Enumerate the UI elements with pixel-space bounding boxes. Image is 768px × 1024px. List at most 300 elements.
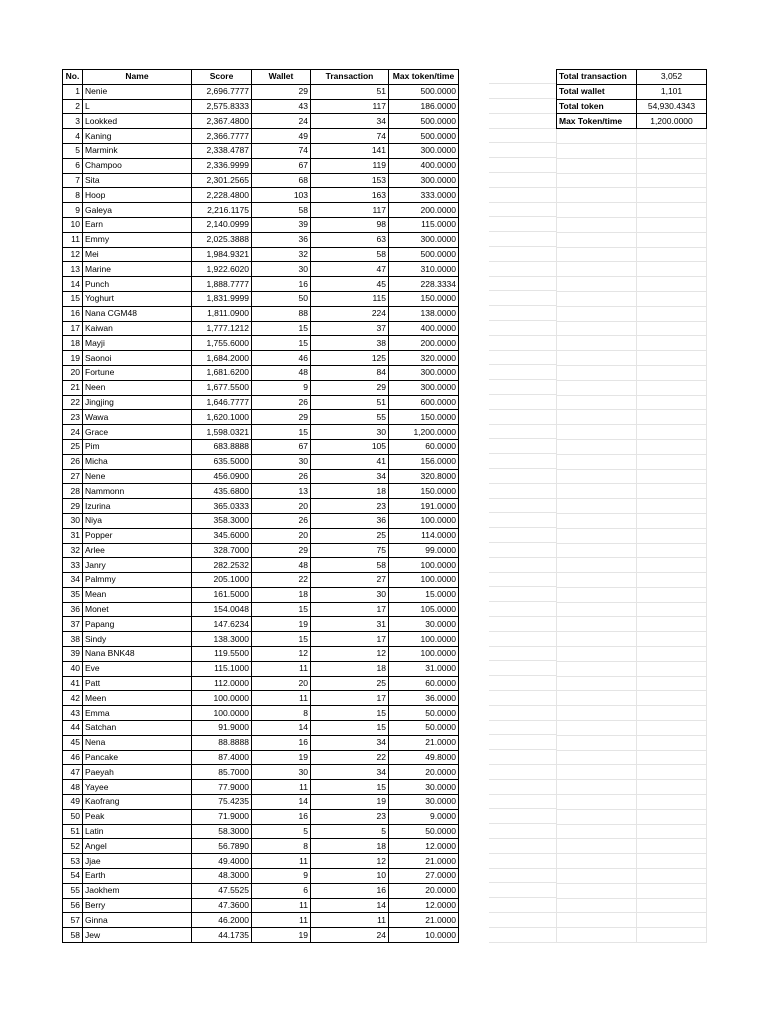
empty-cell[interactable] <box>489 335 556 350</box>
empty-cell[interactable] <box>557 203 637 218</box>
cell-no[interactable]: 4 <box>63 129 83 144</box>
cell-name[interactable]: Eve <box>83 661 192 676</box>
cell-max-token[interactable]: 60.0000 <box>389 439 459 454</box>
cell-no[interactable]: 26 <box>63 454 83 469</box>
cell-max-token[interactable]: 400.0000 <box>389 158 459 173</box>
empty-cell[interactable] <box>557 217 637 232</box>
cell-name[interactable]: Niya <box>83 513 192 528</box>
cell-score[interactable]: 138.3000 <box>192 632 252 647</box>
empty-cell[interactable] <box>489 868 556 883</box>
cell-wallet[interactable]: 46 <box>252 351 311 366</box>
empty-cell[interactable] <box>489 602 556 617</box>
cell-name[interactable]: Peak <box>83 809 192 824</box>
cell-wallet[interactable]: 103 <box>252 188 311 203</box>
cell-no[interactable]: 58 <box>63 928 83 943</box>
empty-cell[interactable] <box>489 454 556 469</box>
empty-cell[interactable] <box>557 247 637 262</box>
cell-transaction[interactable]: 22 <box>311 750 389 765</box>
cell-transaction[interactable]: 23 <box>311 499 389 514</box>
cell-wallet[interactable]: 32 <box>252 247 311 262</box>
empty-cell[interactable] <box>557 410 637 425</box>
empty-cell[interactable] <box>489 276 556 291</box>
cell-transaction[interactable]: 38 <box>311 336 389 351</box>
cell-wallet[interactable]: 30 <box>252 765 311 780</box>
empty-cell[interactable] <box>489 321 556 336</box>
cell-transaction[interactable]: 224 <box>311 306 389 321</box>
cell-score[interactable]: 88.8888 <box>192 735 252 750</box>
cell-wallet[interactable]: 6 <box>252 883 311 898</box>
empty-cell[interactable] <box>637 839 707 854</box>
cell-name[interactable]: Monet <box>83 602 192 617</box>
empty-cell[interactable] <box>637 528 707 543</box>
cell-transaction[interactable]: 55 <box>311 410 389 425</box>
empty-cell[interactable] <box>557 602 637 617</box>
cell-max-token[interactable]: 138.0000 <box>389 306 459 321</box>
cell-transaction[interactable]: 18 <box>311 839 389 854</box>
empty-cell[interactable] <box>637 158 707 173</box>
cell-max-token[interactable]: 21.0000 <box>389 735 459 750</box>
cell-max-token[interactable]: 60.0000 <box>389 676 459 691</box>
empty-cell[interactable] <box>637 587 707 602</box>
cell-name[interactable]: Earth <box>83 869 192 884</box>
cell-transaction[interactable]: 29 <box>311 380 389 395</box>
cell-score[interactable]: 1,755.6000 <box>192 336 252 351</box>
cell-transaction[interactable]: 51 <box>311 84 389 99</box>
cell-transaction[interactable]: 41 <box>311 454 389 469</box>
empty-cell[interactable] <box>637 558 707 573</box>
empty-cell[interactable] <box>489 690 556 705</box>
cell-transaction[interactable]: 125 <box>311 351 389 366</box>
cell-transaction[interactable]: 117 <box>311 99 389 114</box>
empty-cell[interactable] <box>637 809 707 824</box>
cell-name[interactable]: Punch <box>83 277 192 292</box>
empty-cell[interactable] <box>637 365 707 380</box>
empty-cell[interactable] <box>489 750 556 765</box>
cell-wallet[interactable]: 26 <box>252 469 311 484</box>
empty-cell[interactable] <box>489 158 556 173</box>
empty-cell[interactable] <box>489 735 556 750</box>
cell-no[interactable]: 32 <box>63 543 83 558</box>
cell-wallet[interactable]: 11 <box>252 898 311 913</box>
cell-name[interactable]: Papang <box>83 617 192 632</box>
cell-max-token[interactable]: 20.0000 <box>389 883 459 898</box>
cell-max-token[interactable]: 200.0000 <box>389 203 459 218</box>
cell-score[interactable]: 328.7000 <box>192 543 252 558</box>
cell-name[interactable]: Latin <box>83 824 192 839</box>
cell-transaction[interactable]: 15 <box>311 706 389 721</box>
cell-max-token[interactable]: 30.0000 <box>389 795 459 810</box>
cell-score[interactable]: 56.7890 <box>192 839 252 854</box>
cell-score[interactable]: 100.0000 <box>192 706 252 721</box>
cell-transaction[interactable]: 74 <box>311 129 389 144</box>
empty-cell[interactable] <box>637 321 707 336</box>
cell-wallet[interactable]: 8 <box>252 706 311 721</box>
cell-max-token[interactable]: 105.0000 <box>389 602 459 617</box>
empty-cell[interactable] <box>637 898 707 913</box>
cell-max-token[interactable]: 150.0000 <box>389 410 459 425</box>
empty-cell[interactable] <box>637 217 707 232</box>
cell-max-token[interactable]: 50.0000 <box>389 706 459 721</box>
cell-wallet[interactable]: 15 <box>252 336 311 351</box>
cell-transaction[interactable]: 58 <box>311 247 389 262</box>
cell-max-token[interactable]: 12.0000 <box>389 839 459 854</box>
cell-name[interactable]: Marmink <box>83 143 192 158</box>
empty-cell[interactable] <box>637 351 707 366</box>
cell-name[interactable]: Kaofrang <box>83 795 192 810</box>
empty-cell[interactable] <box>489 794 556 809</box>
empty-cell[interactable] <box>637 499 707 514</box>
empty-cell[interactable] <box>489 380 556 395</box>
cell-no[interactable]: 11 <box>63 232 83 247</box>
cell-wallet[interactable]: 67 <box>252 158 311 173</box>
cell-no[interactable]: 55 <box>63 883 83 898</box>
cell-wallet[interactable]: 48 <box>252 365 311 380</box>
cell-name[interactable]: Micha <box>83 454 192 469</box>
cell-wallet[interactable]: 48 <box>252 558 311 573</box>
empty-cell[interactable] <box>489 720 556 735</box>
cell-wallet[interactable]: 26 <box>252 395 311 410</box>
cell-wallet[interactable]: 22 <box>252 573 311 588</box>
empty-cell[interactable] <box>489 350 556 365</box>
cell-transaction[interactable]: 17 <box>311 602 389 617</box>
cell-score[interactable]: 1,888.7777 <box>192 277 252 292</box>
empty-cell[interactable] <box>557 824 637 839</box>
cell-wallet[interactable]: 67 <box>252 439 311 454</box>
empty-cell[interactable] <box>489 424 556 439</box>
cell-score[interactable]: 2,338.4787 <box>192 143 252 158</box>
cell-score[interactable]: 100.0000 <box>192 691 252 706</box>
cell-max-token[interactable]: 228.3334 <box>389 277 459 292</box>
cell-no[interactable]: 42 <box>63 691 83 706</box>
cell-transaction[interactable]: 25 <box>311 528 389 543</box>
cell-no[interactable]: 3 <box>63 114 83 129</box>
empty-cell[interactable] <box>557 691 637 706</box>
empty-cell[interactable] <box>489 365 556 380</box>
empty-cell[interactable] <box>557 425 637 440</box>
cell-score[interactable]: 85.7000 <box>192 765 252 780</box>
empty-cell[interactable] <box>557 395 637 410</box>
cell-max-token[interactable]: 300.0000 <box>389 380 459 395</box>
cell-score[interactable]: 46.2000 <box>192 913 252 928</box>
empty-cell[interactable] <box>637 454 707 469</box>
empty-cell[interactable] <box>557 765 637 780</box>
empty-cell[interactable] <box>637 188 707 203</box>
empty-cell[interactable] <box>637 706 707 721</box>
empty-cell[interactable] <box>557 173 637 188</box>
empty-cell[interactable] <box>637 795 707 810</box>
cell-score[interactable]: 44.1735 <box>192 928 252 943</box>
header-score[interactable]: Score <box>192 70 252 85</box>
empty-cell[interactable] <box>557 883 637 898</box>
empty-cell[interactable] <box>489 261 556 276</box>
cell-no[interactable]: 37 <box>63 617 83 632</box>
cell-score[interactable]: 58.3000 <box>192 824 252 839</box>
cell-no[interactable]: 48 <box>63 780 83 795</box>
cell-max-token[interactable]: 500.0000 <box>389 247 459 262</box>
empty-cell[interactable] <box>557 750 637 765</box>
cell-wallet[interactable]: 15 <box>252 632 311 647</box>
empty-cell[interactable] <box>637 143 707 158</box>
empty-cell[interactable] <box>637 691 707 706</box>
cell-score[interactable]: 358.3000 <box>192 513 252 528</box>
cell-score[interactable]: 1,620.1000 <box>192 410 252 425</box>
cell-name[interactable]: Earn <box>83 217 192 232</box>
cell-score[interactable]: 2,336.9999 <box>192 158 252 173</box>
cell-max-token[interactable]: 31.0000 <box>389 661 459 676</box>
empty-cell[interactable] <box>489 439 556 454</box>
cell-transaction[interactable]: 84 <box>311 365 389 380</box>
empty-cell[interactable] <box>557 469 637 484</box>
cell-transaction[interactable]: 34 <box>311 114 389 129</box>
cell-wallet[interactable]: 88 <box>252 306 311 321</box>
cell-wallet[interactable]: 14 <box>252 721 311 736</box>
cell-max-token[interactable]: 150.0000 <box>389 291 459 306</box>
cell-max-token[interactable]: 1,200.0000 <box>389 425 459 440</box>
empty-cell[interactable] <box>489 513 556 528</box>
empty-cell[interactable] <box>557 898 637 913</box>
empty-cell[interactable] <box>637 262 707 277</box>
summary-label[interactable]: Max Token/time <box>557 114 637 129</box>
cell-wallet[interactable]: 16 <box>252 809 311 824</box>
cell-transaction[interactable]: 51 <box>311 395 389 410</box>
cell-transaction[interactable]: 37 <box>311 321 389 336</box>
cell-max-token[interactable]: 100.0000 <box>389 513 459 528</box>
cell-score[interactable]: 87.4000 <box>192 750 252 765</box>
empty-cell[interactable] <box>489 572 556 587</box>
empty-cell[interactable] <box>557 158 637 173</box>
cell-name[interactable]: Angel <box>83 839 192 854</box>
empty-cell[interactable] <box>637 469 707 484</box>
cell-wallet[interactable]: 16 <box>252 735 311 750</box>
cell-transaction[interactable]: 163 <box>311 188 389 203</box>
empty-cell[interactable] <box>489 543 556 558</box>
empty-cell[interactable] <box>637 750 707 765</box>
summary-label[interactable]: Total token <box>557 99 637 114</box>
cell-name[interactable]: Champoo <box>83 158 192 173</box>
empty-cell[interactable] <box>637 765 707 780</box>
empty-cell[interactable] <box>557 291 637 306</box>
empty-cell[interactable] <box>489 646 556 661</box>
cell-score[interactable]: 119.5500 <box>192 647 252 662</box>
header-max-token[interactable]: Max token/time <box>389 70 459 85</box>
empty-cell[interactable] <box>557 484 637 499</box>
cell-transaction[interactable]: 63 <box>311 232 389 247</box>
cell-wallet[interactable]: 16 <box>252 277 311 292</box>
cell-score[interactable]: 115.1000 <box>192 661 252 676</box>
cell-name[interactable]: Emmy <box>83 232 192 247</box>
cell-max-token[interactable]: 21.0000 <box>389 913 459 928</box>
empty-cell[interactable] <box>489 883 556 898</box>
cell-score[interactable]: 2,301.2565 <box>192 173 252 188</box>
cell-name[interactable]: Neen <box>83 380 192 395</box>
empty-cell[interactable] <box>637 410 707 425</box>
empty-cell[interactable] <box>557 587 637 602</box>
header-name[interactable]: Name <box>83 70 192 85</box>
cell-transaction[interactable]: 105 <box>311 439 389 454</box>
cell-transaction[interactable]: 17 <box>311 632 389 647</box>
cell-transaction[interactable]: 17 <box>311 691 389 706</box>
empty-cell[interactable] <box>489 779 556 794</box>
empty-cell[interactable] <box>557 513 637 528</box>
cell-score[interactable]: 2,366.7777 <box>192 129 252 144</box>
empty-cell[interactable] <box>489 99 556 114</box>
cell-no[interactable]: 15 <box>63 291 83 306</box>
cell-transaction[interactable]: 45 <box>311 277 389 292</box>
empty-cell[interactable] <box>489 291 556 306</box>
empty-cell[interactable] <box>637 721 707 736</box>
empty-cell[interactable] <box>557 632 637 647</box>
cell-score[interactable]: 282.2532 <box>192 558 252 573</box>
empty-cell[interactable] <box>489 853 556 868</box>
cell-score[interactable]: 47.5525 <box>192 883 252 898</box>
cell-no[interactable]: 35 <box>63 587 83 602</box>
cell-name[interactable]: Yayee <box>83 780 192 795</box>
cell-no[interactable]: 6 <box>63 158 83 173</box>
empty-cell[interactable] <box>557 499 637 514</box>
cell-transaction[interactable]: 18 <box>311 484 389 499</box>
cell-transaction[interactable]: 14 <box>311 898 389 913</box>
cell-score[interactable]: 112.0000 <box>192 676 252 691</box>
empty-cell[interactable] <box>557 277 637 292</box>
summary-value[interactable]: 3,052 <box>637 70 707 85</box>
empty-cell[interactable] <box>557 306 637 321</box>
cell-no[interactable]: 18 <box>63 336 83 351</box>
cell-name[interactable]: Emma <box>83 706 192 721</box>
empty-cell[interactable] <box>557 543 637 558</box>
cell-max-token[interactable]: 300.0000 <box>389 143 459 158</box>
cell-no[interactable]: 33 <box>63 558 83 573</box>
cell-transaction[interactable]: 34 <box>311 735 389 750</box>
empty-cell[interactable] <box>637 203 707 218</box>
cell-no[interactable]: 27 <box>63 469 83 484</box>
cell-max-token[interactable]: 30.0000 <box>389 780 459 795</box>
empty-cell[interactable] <box>557 336 637 351</box>
cell-wallet[interactable]: 36 <box>252 232 311 247</box>
cell-no[interactable]: 17 <box>63 321 83 336</box>
empty-cell[interactable] <box>557 735 637 750</box>
cell-max-token[interactable]: 100.0000 <box>389 558 459 573</box>
cell-transaction[interactable]: 16 <box>311 883 389 898</box>
cell-no[interactable]: 2 <box>63 99 83 114</box>
cell-no[interactable]: 30 <box>63 513 83 528</box>
cell-max-token[interactable]: 500.0000 <box>389 129 459 144</box>
cell-name[interactable]: Janry <box>83 558 192 573</box>
cell-no[interactable]: 25 <box>63 439 83 454</box>
cell-score[interactable]: 1,646.7777 <box>192 395 252 410</box>
empty-cell[interactable] <box>637 484 707 499</box>
cell-no[interactable]: 22 <box>63 395 83 410</box>
empty-cell[interactable] <box>557 351 637 366</box>
cell-name[interactable]: Ginna <box>83 913 192 928</box>
cell-no[interactable]: 29 <box>63 499 83 514</box>
cell-name[interactable]: Pim <box>83 439 192 454</box>
cell-score[interactable]: 154.0048 <box>192 602 252 617</box>
cell-wallet[interactable]: 30 <box>252 454 311 469</box>
cell-name[interactable]: Patt <box>83 676 192 691</box>
cell-no[interactable]: 12 <box>63 247 83 262</box>
cell-transaction[interactable]: 5 <box>311 824 389 839</box>
cell-wallet[interactable]: 13 <box>252 484 311 499</box>
cell-wallet[interactable]: 29 <box>252 543 311 558</box>
empty-cell[interactable] <box>557 913 637 928</box>
cell-name[interactable]: Wawa <box>83 410 192 425</box>
cell-name[interactable]: Meen <box>83 691 192 706</box>
summary-value[interactable]: 54,930.4343 <box>637 99 707 114</box>
empty-cell[interactable] <box>637 780 707 795</box>
cell-name[interactable]: Jew <box>83 928 192 943</box>
cell-transaction[interactable]: 31 <box>311 617 389 632</box>
cell-wallet[interactable]: 39 <box>252 217 311 232</box>
cell-score[interactable]: 91.9000 <box>192 721 252 736</box>
empty-cell[interactable] <box>557 573 637 588</box>
cell-no[interactable]: 19 <box>63 351 83 366</box>
empty-cell[interactable] <box>489 483 556 498</box>
empty-cell[interactable] <box>557 661 637 676</box>
cell-transaction[interactable]: 10 <box>311 869 389 884</box>
cell-score[interactable]: 205.1000 <box>192 573 252 588</box>
cell-name[interactable]: Sita <box>83 173 192 188</box>
cell-no[interactable]: 41 <box>63 676 83 691</box>
cell-score[interactable]: 2,696.7777 <box>192 84 252 99</box>
cell-transaction[interactable]: 30 <box>311 425 389 440</box>
empty-cell[interactable] <box>557 380 637 395</box>
cell-no[interactable]: 50 <box>63 809 83 824</box>
cell-max-token[interactable]: 20.0000 <box>389 765 459 780</box>
empty-cell[interactable] <box>637 617 707 632</box>
cell-no[interactable]: 14 <box>63 277 83 292</box>
cell-max-token[interactable]: 300.0000 <box>389 365 459 380</box>
cell-transaction[interactable]: 141 <box>311 143 389 158</box>
empty-cell[interactable] <box>489 898 556 913</box>
cell-wallet[interactable]: 49 <box>252 129 311 144</box>
cell-name[interactable]: Marine <box>83 262 192 277</box>
cell-name[interactable]: Mayji <box>83 336 192 351</box>
empty-cell[interactable] <box>637 277 707 292</box>
cell-wallet[interactable]: 20 <box>252 676 311 691</box>
cell-score[interactable]: 1,677.5500 <box>192 380 252 395</box>
cell-transaction[interactable]: 15 <box>311 780 389 795</box>
empty-cell[interactable] <box>637 306 707 321</box>
empty-cell[interactable] <box>489 616 556 631</box>
cell-max-token[interactable]: 99.0000 <box>389 543 459 558</box>
cell-max-token[interactable]: 50.0000 <box>389 721 459 736</box>
cell-max-token[interactable]: 500.0000 <box>389 84 459 99</box>
empty-cell[interactable] <box>489 173 556 188</box>
cell-max-token[interactable]: 27.0000 <box>389 869 459 884</box>
cell-score[interactable]: 75.4235 <box>192 795 252 810</box>
cell-score[interactable]: 161.5000 <box>192 587 252 602</box>
cell-max-token[interactable]: 310.0000 <box>389 262 459 277</box>
empty-cell[interactable] <box>557 854 637 869</box>
cell-no[interactable]: 45 <box>63 735 83 750</box>
empty-cell[interactable] <box>489 395 556 410</box>
cell-score[interactable]: 1,598.0321 <box>192 425 252 440</box>
empty-cell[interactable] <box>489 676 556 691</box>
cell-max-token[interactable]: 500.0000 <box>389 114 459 129</box>
cell-name[interactable]: Grace <box>83 425 192 440</box>
cell-score[interactable]: 1,684.2000 <box>192 351 252 366</box>
cell-transaction[interactable]: 12 <box>311 854 389 869</box>
empty-cell[interactable] <box>637 928 707 943</box>
cell-wallet[interactable]: 50 <box>252 291 311 306</box>
header-wallet[interactable]: Wallet <box>252 70 311 85</box>
cell-score[interactable]: 2,216.1175 <box>192 203 252 218</box>
cell-name[interactable]: Arlee <box>83 543 192 558</box>
empty-cell[interactable] <box>557 928 637 943</box>
cell-name[interactable]: Jingjing <box>83 395 192 410</box>
cell-wallet[interactable]: 9 <box>252 380 311 395</box>
cell-no[interactable]: 24 <box>63 425 83 440</box>
